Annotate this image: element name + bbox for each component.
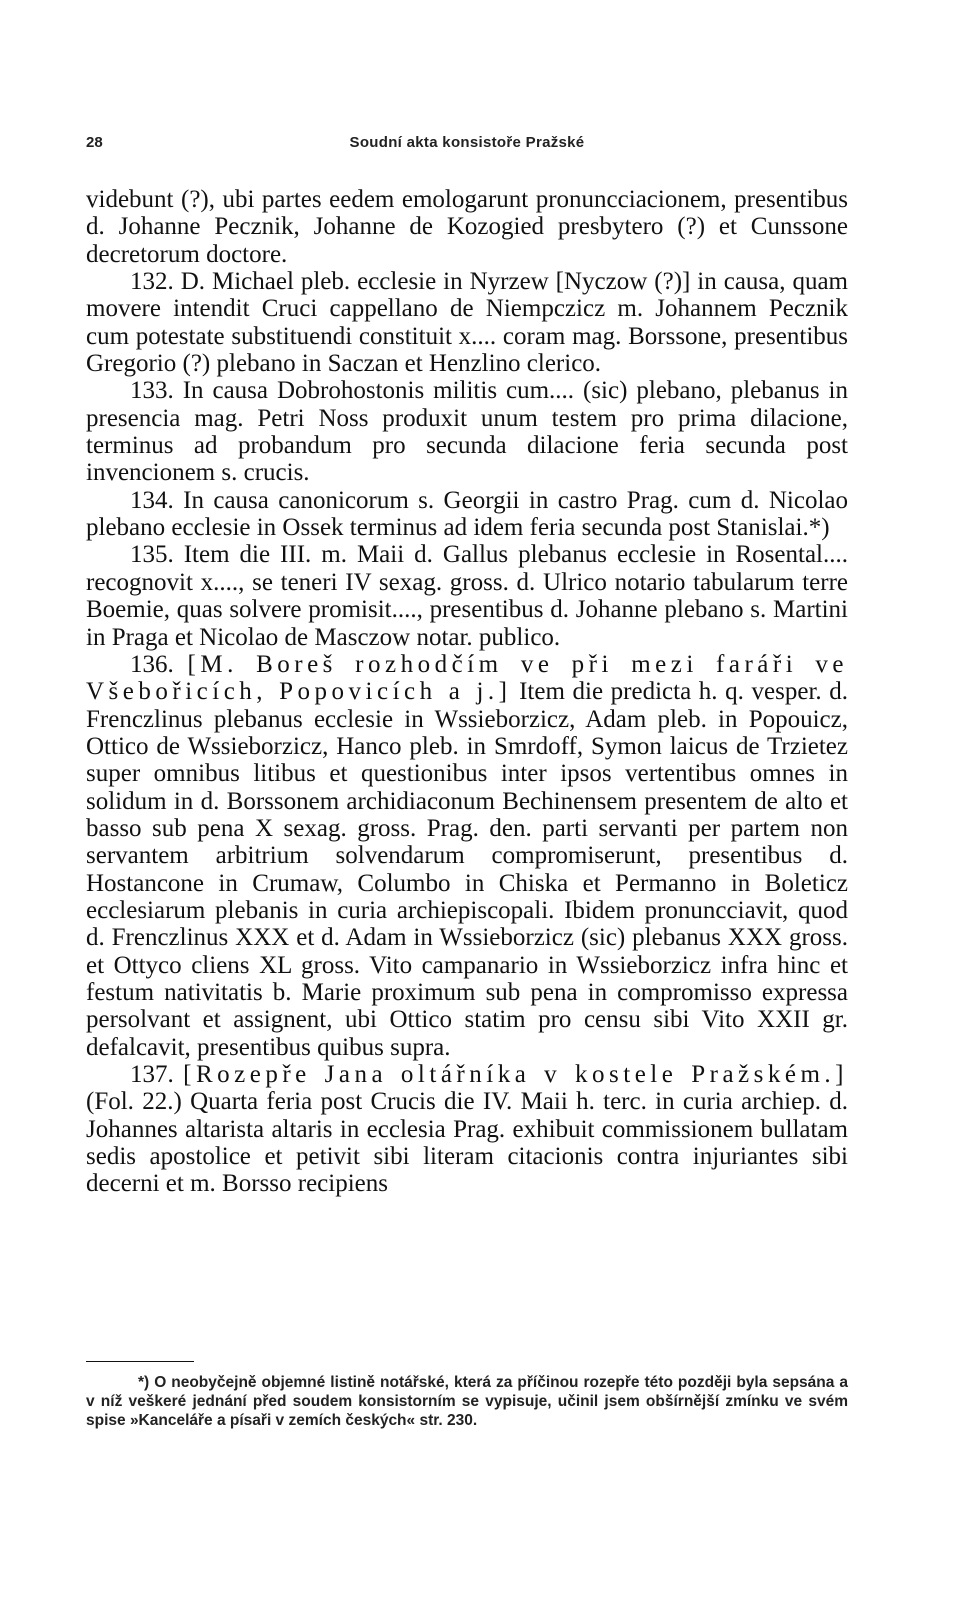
paragraph-entry-134: 134. In causa canonicorum s. Georgii in castro Prag. cum d. Nicolao plebano ecclesie in Ossek terminus ad idem feria secunda post Stanislai.*) <box>86 486 848 542</box>
entry-text: Item die predicta h. q. vesper. d. Frenczlinus plebanus ecclesie in Wssieborzicz, Adam pleb. in Popouicz, Ottico de Wssieborzicz, Hanco pleb. in Smrdoff, Symon laicus de Trzietez super omnibus litibus et questionibus inter ipsos vertentibus omnes in solidum in d. Borssonem archidiaconum Bechinensem presentem de alto et basso sub pena X sexag. gross. Prag. den. parti servanti per partem non servantem arbitrium solvendarum compromiserunt, presentibus d. Hostancone in Crumaw, Columbo in Chiska et Permanno in Boleticz ecclesiarum plebanis in curia archiepiscopali. Ibidem pronuncciavit, quod d. Frenczlinus XXX et d. Adam in Wssieborzicz (sic) plebanus XXX gross. et Ottyco cliens XL gross. Vito campanario in Wssieborzicz infra hinc et festum nativitatis b. Marie proximum sub pena in compromisso expressa persolvant et assignent, ubi Ottico statim pro censu sibi Vito XXII gr. defalcavit, presentibus quibus supra. <box>86 678 849 1061</box>
main-text <box>86 186 848 1198</box>
entry-number: 136. <box>130 650 174 678</box>
paragraph-entry-132: 132. D. Michael pleb. ecclesie in Nyrzew [Nyczow (?)] in causa, quam movere intendit Cruci cappellano de Niempczicz m. Johannem Pecznik cum potestate substituendi constituit x.... coram mag. Borssone, presentibus Gregorio (?) plebano in Saczan et Henzlino clerico. <box>86 268 848 378</box>
paragraph-entry-135: 135. Item die III. m. Maii d. Gallus plebanus ecclesie in Rosental.... recognovit x...., se teneri IV sexag. gross. d. Ulrico notario tabularum terre Boemie, quas solvere promisit...., presentibus d. Johanne plebano s. Martini in Praga et Nicolao de Masczow notar. publico. <box>86 541 848 651</box>
running-title: Soudní akta konsistoře Pražské <box>349 134 585 151</box>
paragraph-entry-136 <box>86 651 848 1061</box>
page-number: 28 <box>86 134 103 151</box>
footnote-divider <box>86 1361 194 1362</box>
paragraph-entry-137 <box>86 1061 848 1198</box>
paragraph-continuation: videbunt (?), ubi partes eedem emologarunt pronuncciacionem, presentibus d. Johanne Pecznik, Johanne de Kozogied presbytero (?) et Cunssone decretorum doctore. <box>86 186 848 268</box>
entry-heading: [Rozepře Jana oltářníka v kostele Pražském.] <box>183 1061 848 1088</box>
entry-heading: [M. Boreš rozhodčím ve při mezi faráři ve Všebořicích, Popovicích a j.] <box>86 650 849 706</box>
entry-text: (Fol. 22.) Quarta feria post Crucis die IV. Maii h. terc. in curia archiep. d. Johannes altarista altaris in ecclesia Prag. exhibuit commissionem bullatam sedis apostolice et petivit sibi literam citacionis contra injuriantes sibi decerni et m. Borsso recipiens <box>86 1088 848 1198</box>
footnote: *) O neobyčejně objemné listině notářské, která za příčinou rozepře této později byla sepsána a v níž veškeré jednání před soudem konsistorním se vypisuje, učinil jsem obšírnější zmínku ve svém spise »Kanceláře a písaři v zemích českých« str. 230. <box>86 1374 848 1429</box>
entry-number: 137. <box>130 1061 174 1088</box>
paragraph-entry-133: 133. In causa Dobrohostonis militis cum.... (sic) plebano, plebanus in presencia mag. Petri Noss produxit unum testem pro prima dilacione, terminus ad probandum pro secunda dilacione feria secunda post invencionem s. crucis. <box>86 377 848 487</box>
